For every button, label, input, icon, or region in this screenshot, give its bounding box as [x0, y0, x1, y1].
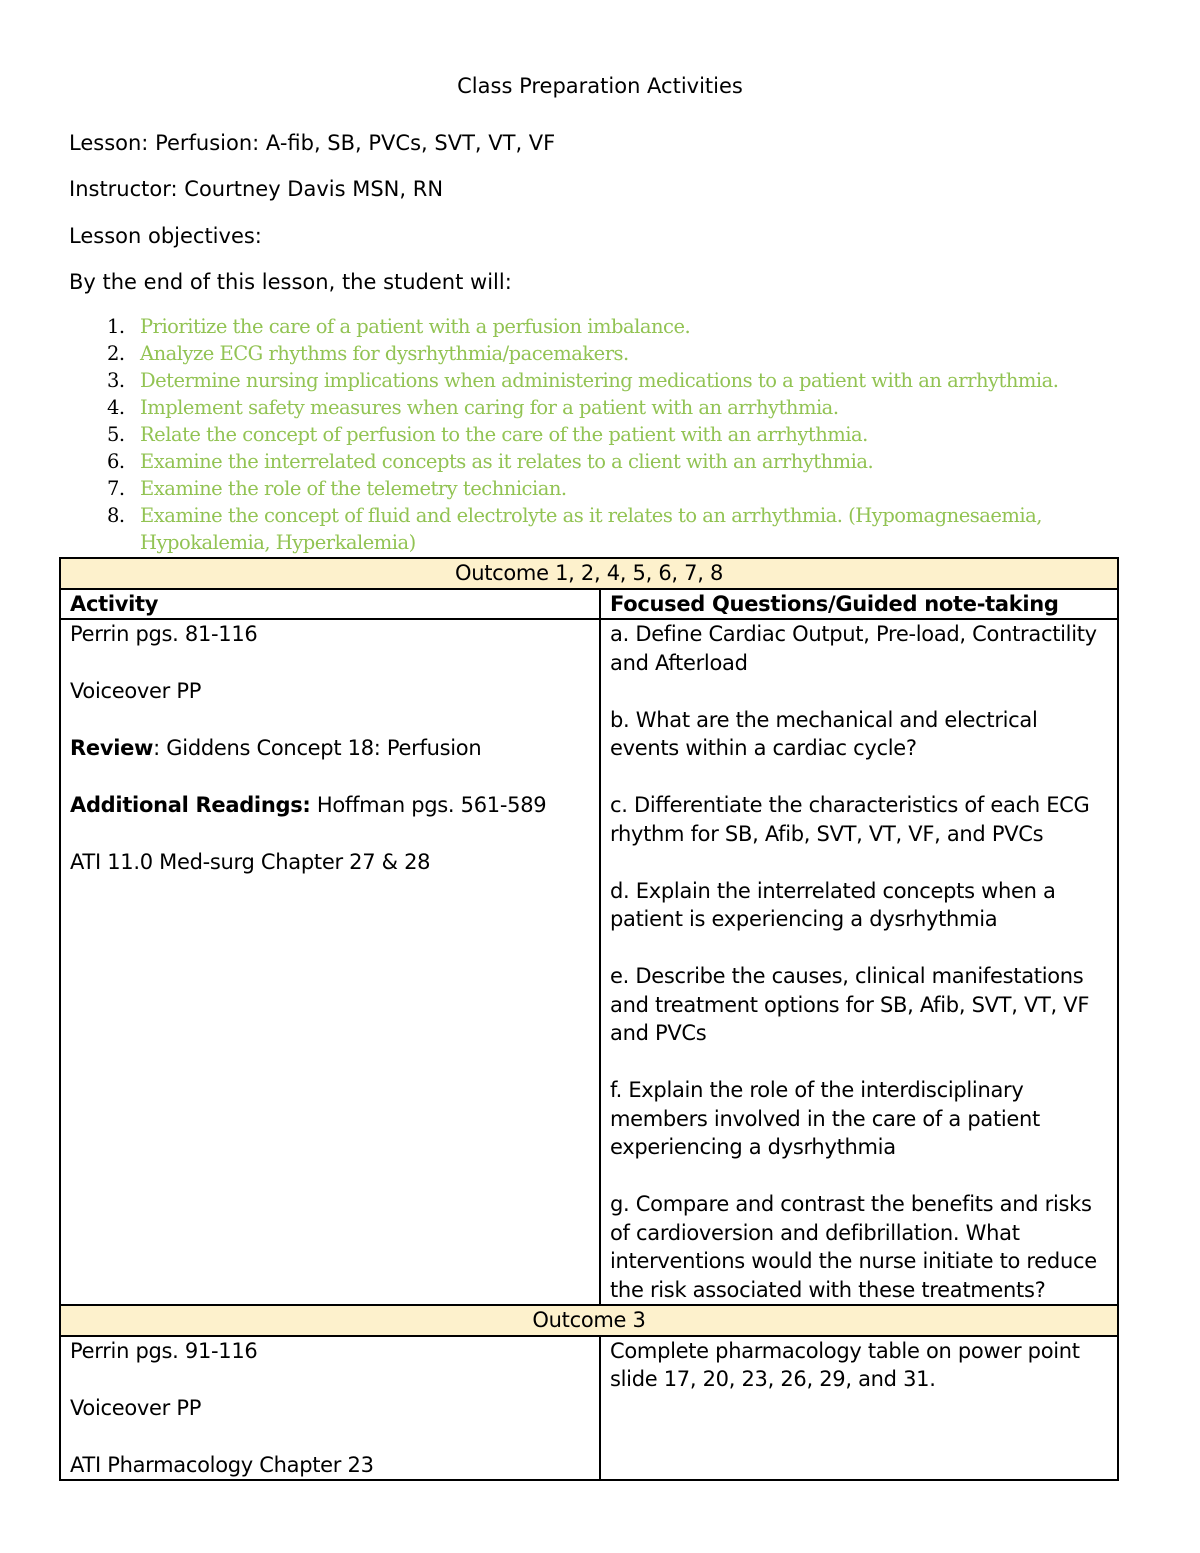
section2-task [600, 1336, 1118, 1481]
objective-number: 4. [107, 396, 125, 419]
objective-number: 2. [107, 342, 125, 365]
questions-column-heading: Focused Questions/Guided note-taking [600, 589, 1118, 620]
review-text: : Giddens Concept 18: Perfusion [153, 736, 482, 760]
objective-item [69, 394, 1129, 421]
objective-number: 6. [107, 450, 125, 473]
section2-content-row [60, 1336, 1118, 1481]
objective-item [69, 421, 1129, 448]
objective-number: 7. [107, 477, 125, 500]
objective-item [69, 367, 1129, 394]
objective-item [69, 448, 1129, 475]
objective-text: Implement safety measures when caring for a patient with an arrhythmia. [140, 396, 839, 419]
activity-ati: ATI 11.0 Med-surg Chapter 27 & 28 [70, 850, 431, 874]
section1-content-row [60, 619, 1118, 1305]
additional-label: Additional Readings: [70, 793, 311, 817]
instructor-value: Courtney Davis MSN, RN [184, 177, 444, 201]
objectives-list [69, 313, 1129, 556]
section1-questions [600, 619, 1118, 1305]
instructor-line [69, 177, 443, 201]
objective-number: 8. [107, 504, 125, 527]
section1-heading-row [60, 558, 1118, 589]
question-b: b. What are the mechanical and electrical events within a cardiac cycle? [610, 707, 1038, 760]
section1-heading: Outcome 1, 2, 4, 5, 6, 7, 8 [60, 558, 1118, 589]
question-d: d. Explain the interrelated concepts when a patient is experiencing a dysrhythmia [610, 878, 1056, 931]
objective-item [69, 313, 1129, 340]
activity2-ati: ATI Pharmacology Chapter 23 [70, 1452, 374, 1477]
instructor-label: Instructor: [69, 177, 178, 201]
additional-text: Hoffman pgs. 561-589 [310, 793, 547, 817]
objective-text: Determine nursing implications when administering medications to a patient with an arrhythmia. [140, 369, 1059, 392]
question-a: a. Define Cardiac Output, Pre-load, Contractility and Afterload [610, 622, 1097, 675]
column-heading-row [60, 589, 1118, 620]
question-e: e. Describe the causes, clinical manifestations and treatment options for SB, Afib, SVT, VT, VF and PVCs [610, 964, 1090, 1045]
objective-number: 5. [107, 423, 125, 446]
section2-heading: Outcome 3 [60, 1305, 1118, 1336]
activity2-voiceover: Voiceover PP [70, 1395, 202, 1420]
activities-table [59, 557, 1119, 1481]
section2-heading-row [60, 1305, 1118, 1336]
activity-voiceover: Voiceover PP [70, 679, 202, 703]
objective-number: 1. [107, 315, 125, 338]
objective-item [69, 475, 1129, 502]
activity-additional [70, 791, 590, 820]
document-title: Class Preparation Activities [457, 74, 743, 98]
objective-text: Relate the concept of perfusion to the care of the patient with an arrhythmia. [140, 423, 868, 446]
section1-activities [60, 619, 600, 1305]
question-g: g. Compare and contrast the benefits and risks of cardioversion and defibrillation. What interventions would the nurse initiate to reduce the risk associated with these treatments? [610, 1192, 1097, 1302]
activity-review [70, 734, 590, 763]
question-c: c. Differentiate the characteristics of each ECG rhythm for SB, Afib, SVT, VT, VF, and PVCs [610, 793, 1090, 846]
objective-text: Examine the interrelated concepts as it relates to a client with an arrhythmia. [140, 450, 874, 473]
objective-item [69, 340, 1129, 367]
pharmacology-task: Complete pharmacology table on power point slide 17, 20, 23, 26, 29, and 31. [610, 1338, 1080, 1391]
lesson-value: Perfusion: A-fib, SB, PVCs, SVT, VT, VF [155, 131, 556, 155]
objective-item [69, 502, 1129, 556]
activity-column-heading: Activity [60, 589, 600, 620]
question-f: f. Explain the role of the interdisciplinary members involved in the care of a patient experiencing a dysrhythmia [610, 1078, 1040, 1159]
activity2-reading: Perrin pgs. 91-116 [70, 1338, 258, 1363]
objective-number: 3. [107, 369, 125, 392]
lesson-line [69, 131, 555, 155]
objective-text: Examine the concept of fluid and electrolyte as it relates to an arrhythmia. (Hypomagnesaemia, Hypokalemia, Hyperkalemia) [140, 504, 1042, 554]
objectives-heading: Lesson objectives: [69, 224, 262, 248]
objectives-intro: By the end of this lesson, the student will: [69, 270, 512, 294]
objective-text: Examine the role of the telemetry technician. [140, 477, 567, 500]
lesson-label: Lesson: [69, 131, 149, 155]
review-label: Review [70, 736, 154, 760]
section2-activities [60, 1336, 600, 1481]
objective-text: Prioritize the care of a patient with a perfusion imbalance. [140, 315, 691, 338]
activity-reading: Perrin pgs. 81-116 [70, 622, 258, 646]
objective-text: Analyze ECG rhythms for dysrhythmia/pacemakers. [140, 342, 629, 365]
